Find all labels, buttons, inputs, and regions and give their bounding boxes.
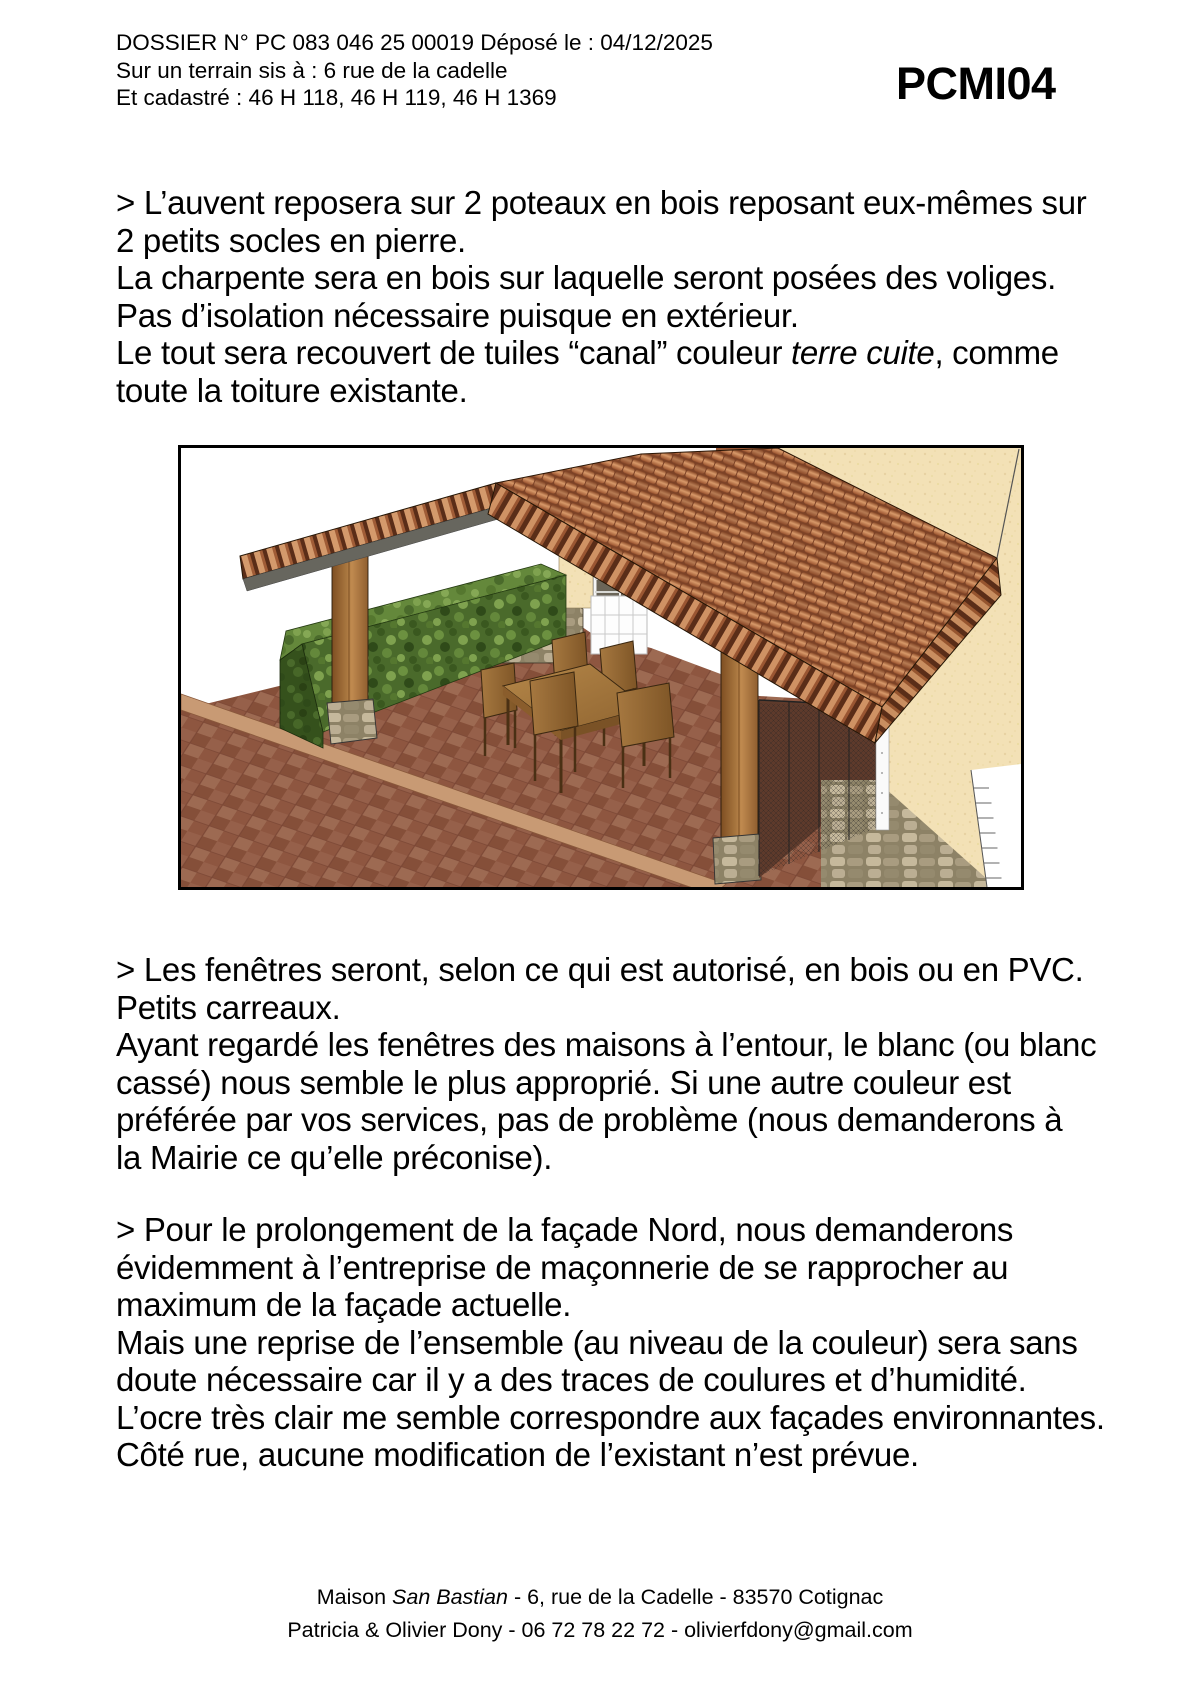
left-post-stone-base	[327, 699, 377, 744]
figure-3d-awning-rendering	[178, 445, 1024, 890]
text-line: Pas d’isolation nécessaire puisque en extérieur.	[116, 296, 799, 334]
contact-footer	[0, 1581, 1200, 1647]
text-line: cassé) nous semble le plus approprié. Si une autre couleur est	[116, 1063, 1011, 1101]
text-line: Le tout sera recouvert de tuiles “canal” couleur terre cuite, comme	[116, 334, 1059, 371]
text-line: > L’auvent reposera sur 2 poteaux en bois reposant eux-mêmes sur	[116, 184, 1087, 221]
text-line: > Les fenêtres seront, selon ce qui est autorisé, en bois ou en PVC.	[116, 951, 1084, 988]
text-line: préférée par vos services, pas de problème (nous demanderons à	[116, 1101, 1063, 1138]
paragraph-facade	[116, 1211, 1105, 1474]
dossier-number-line: DOSSIER N° PC 083 046 25 00019 Déposé le : 04/12/2025	[116, 30, 713, 55]
text-line: la Mairie ce qu’elle préconise).	[116, 1138, 553, 1176]
text-line: toute la toiture existante.	[116, 371, 468, 409]
text-line: Petits carreaux.	[116, 988, 341, 1026]
text-line: évidemment à l’entreprise de maçonnerie de se rapprocher au	[116, 1248, 1009, 1286]
dossier-address-line: Sur un terrain sis à : 6 rue de la cadelle	[116, 57, 508, 83]
text-line: Ayant regardé les fenêtres des maisons à l’entour, le blanc (ou blanc	[116, 1026, 1097, 1063]
text-line: Mais une reprise de l’ensemble (au niveau de la couleur) sera sans	[116, 1323, 1078, 1361]
document-code-pcmi04: PCMI04	[896, 58, 1056, 109]
dossier-cadastre-line: Et cadastré : 46 H 118, 46 H 119, 46 H 1369	[116, 85, 557, 110]
text-line: Côté rue, aucune modification de l’existant n’est prévue.	[116, 1436, 919, 1473]
text-line: L’ocre très clair me semble correspondre aux façades environnantes.	[116, 1398, 1105, 1436]
paragraph-awning	[116, 184, 1086, 409]
text-line: Maison San Bastian - 6, rue de la Cadelle - 83570 Cotignac	[316, 1585, 884, 1609]
paragraph-windows	[116, 951, 1096, 1176]
text-line: La charpente sera en bois sur laquelle seront posées des voliges.	[116, 259, 1056, 296]
text-line: doute nécessaire car il y a des traces de coulures et d’humidité.	[116, 1361, 1027, 1398]
text-line: > Pour le prolongement de la façade Nord, nous demanderons	[116, 1211, 1014, 1248]
right-post-stone-base	[713, 834, 761, 884]
text-line: maximum de la façade actuelle.	[116, 1286, 572, 1323]
text-line: Patricia & Olivier Dony - 06 72 78 22 72 - olivierfdony@gmail.com	[287, 1618, 913, 1642]
awning-3d-scene	[181, 448, 1021, 887]
dossier-header	[116, 29, 713, 112]
text-line: 2 petits socles en pierre.	[116, 221, 466, 259]
